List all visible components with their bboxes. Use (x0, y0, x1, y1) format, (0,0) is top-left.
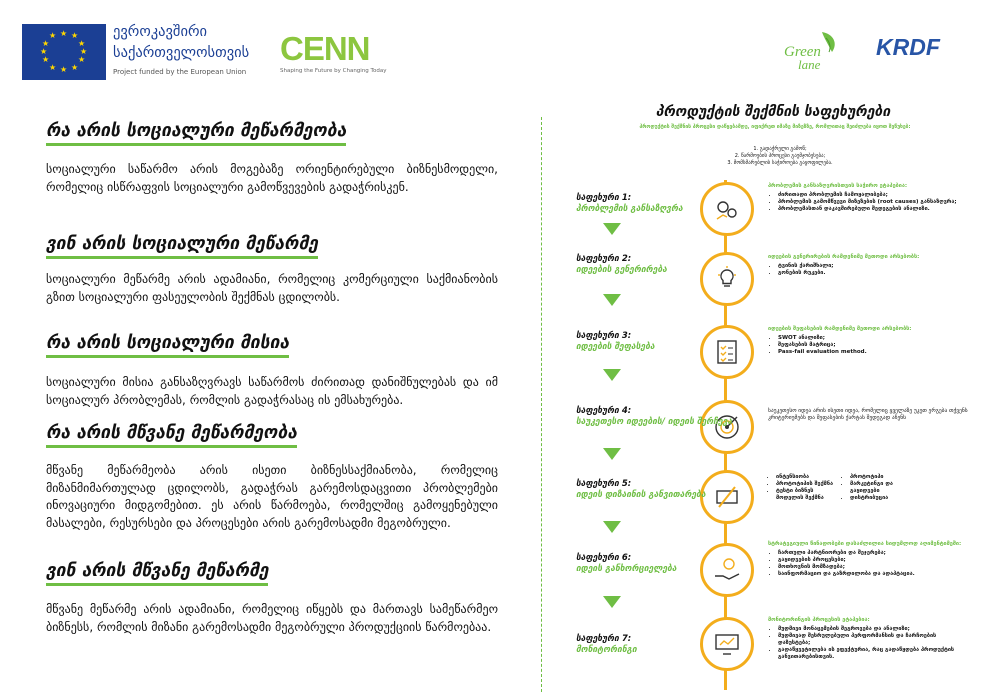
column-divider (541, 117, 542, 692)
step-6-description: სტრატეგიული წინადობები დასაძლილია სიდუმლოდ აღიმენტიმეში: • ჩართული პარტნიორები და შეჯერება; • გაყიდვების პროცესები; • მოთხოვნის მომზადება; • საინფორმაციო და გაზრდილობა და ადაპტაცია. (768, 541, 968, 578)
section-text: სოციალური მისია განსაზღვრავს საწარმოს ძირითად დანიშნულებას და იმ სოციალურ პრობლემას, რომლის გადაჭრასაც ის ემსახურება. (46, 375, 498, 407)
step-3: საფეხური 3: იდეების შეფასება (576, 331, 655, 352)
down-arrow-icon (603, 294, 621, 306)
section-text: სოციალური მეწარმე არის ადამიანი, რომელიც კომერციული საქმიანობის გზით სოციალური ფასეულობის შექმნას ცდილობს. (46, 272, 498, 304)
section-text: მწვანე მეწარმეობა არის ისეთი ბიზნესსაქმიანობა, რომელიც მიზანმიმართულად ცდილობს, გადაჭრას გარემოსდაცვითი პრობლემები ინოვაციური მიდგომებით. ეს არის წარმოება, რომელშიც გამოყენებული მასალები, რესურსები და პროცესები არის გარემოსადმი მეგობრული. (46, 463, 498, 530)
lightbulb-icon (700, 252, 754, 306)
section-title: რა არის სოციალური მეწარმეობა (46, 121, 346, 146)
section-title: ვინ არის სოციალური მეწარმე (46, 234, 318, 259)
down-arrow-icon (603, 223, 621, 235)
svg-text:Green: Green (784, 44, 821, 60)
down-arrow-icon (603, 448, 621, 460)
down-arrow-icon (603, 521, 621, 533)
section-text: მწვანე მეწარმე არის ადამიანი, რომელიც იწყებს და მართავს სამეწარმეო ბიზნესს, რომლის მიზანი გარემოსადმი მეგობრული პროდუქციის წარმოებაა. (46, 602, 498, 634)
gears-icon (700, 182, 754, 236)
eu-caption: Project funded by the European Union (113, 68, 247, 76)
section-title: ვინ არის მწვანე მეწარმე (46, 561, 268, 586)
checklist-icon (700, 325, 754, 379)
cenn-logo: CENN Shaping the Future by Changing Today (280, 30, 387, 74)
steps-subtitle: პროდუქტის შექმნის პროცესი დაწყებამდე, იფიქრეთ იმაზე მიზეზზე, რომლითაც შეიძლება იყოთ შეწუხებ: (639, 124, 911, 130)
step-7: საფეხური 7: მონიტორინგი (576, 634, 637, 655)
greenlane-logo (782, 28, 854, 72)
section-title: რა არის სოციალური მისია (46, 333, 289, 358)
header-logos (0, 0, 985, 95)
step-4-description: საუკეთესო იდეა არის ისეთი იდეა, რომელიც ყველაზე უკეთ ერგება თქვენს კრიტერიუმებს და შეფასების ქარტას შედეგად აჩენს (768, 408, 968, 421)
step-3-description: იდეების შეფასების რამდენიმე მეთოდი არსებობს: • SWOT ანალიზი; • შეფასების მატრიცა; • Pass-fail evaluation method. (768, 326, 968, 356)
step-1: საფეხური 1: პრობლემის განსაზღვრა (576, 193, 683, 214)
steps-title: პროდუქტის შექმნის საფეხურები (655, 104, 891, 120)
down-arrow-icon (603, 369, 621, 381)
down-arrow-icon (603, 596, 621, 608)
eu-flag-logo: ★ ★ ★ ★ ★ ★ ★ ★ ★ ★ ★ ★ (22, 24, 106, 80)
step-5: საფეხური 5: იდეის დიზაინის განვითარება (576, 479, 706, 500)
krdf-logo: KRDF (876, 34, 940, 60)
step-5-list-right: • პროტოტიპი • მარკეტინგი და გაყიდვები • დისტრიბუცია (840, 474, 910, 502)
step-2: საფეხური 2: იდეების გენერირება (576, 254, 667, 275)
step-1-description: პრობლემის განსაზღვრისთვის საჭირო ეტაპებია: • ძირითადი პრობლემის ჩამოყალიბება; • პრობლემის გამომწვევი მიზეზების (root causes) განსაზღვრა; • პრობლემასთან დაკავშირებული შედეგების ანალიზი. (768, 183, 968, 213)
step-6: საფეხური 6: იდეის განხორციელება (576, 553, 677, 574)
step-4: საფეხური 4: საუკეთესო იდეების/ იდეის შერჩევა (576, 406, 733, 427)
section-title: რა არის მწვანე მეწარმეობა (46, 423, 297, 448)
eu-title: ევროკავშირი საქართველოსთვის (113, 24, 250, 61)
step-5-list-left: • ინტენსიობა • პროტოტიპის შექმნა • ტესტი ბიზნეს მოდელის შექმნა (766, 474, 836, 502)
pencil-ruler-icon (700, 470, 754, 524)
step-2-description: იდეების გენერირების რამდენიმე მეთოდი არსებობს: • ტვინის ქარიშხალი; • გონების რუკები. (768, 254, 968, 277)
hand-coin-icon (700, 543, 754, 597)
step-7-description: მონიტორინგის პროცესის ეტაპებია: • მუდმივი მონაცემების შეგროვება და ანალიზი; • მუდმივად შესრულებული პერფორმანსის და ჩარჩოების დაზუსტება; • გადაწყვეტილება ის ეფექტურია, რაც გადაწყდება პროდუქტის განვითარებისთვის. (768, 617, 968, 661)
section-text: სოციალური საწარმო არის მოგებაზე ორიენტირებული ბიზნესმოდელი, რომელიც ისწრაფვის სოციალური გამოწვევების გადაჭრისკენ. (46, 162, 498, 194)
steps-intro-list: 1. გადაჭრელი გამოწ; 2. წარმოების პროცესი გაუმჯობესება; 3. მომსმარებლის საჭიროება გაყოფილება. (727, 146, 833, 166)
svg-text:lane: lane (798, 57, 821, 72)
monitor-icon (700, 617, 754, 671)
